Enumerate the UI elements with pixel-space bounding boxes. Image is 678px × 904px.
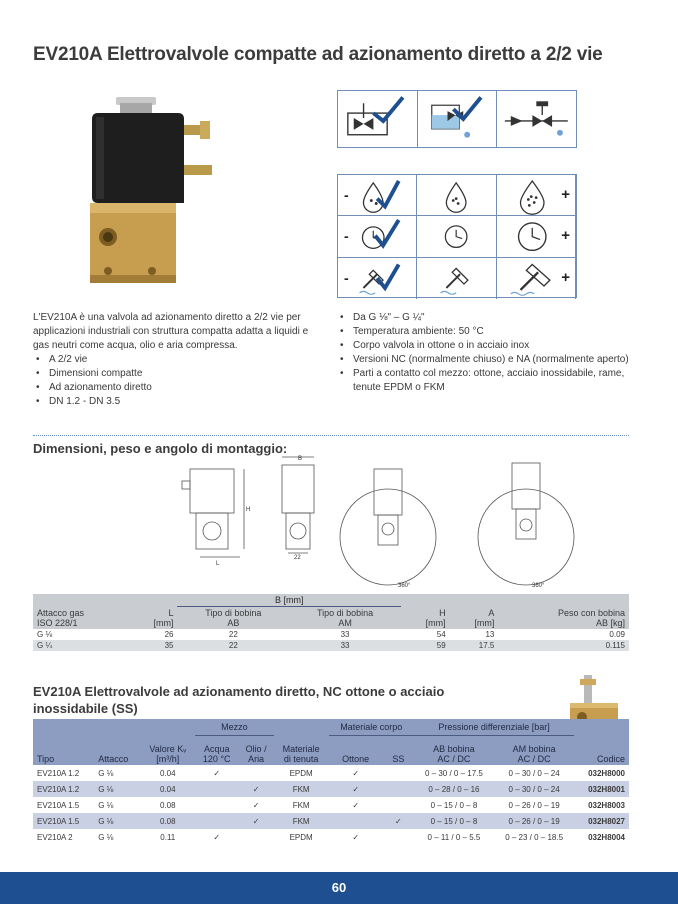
clock-check-icon — [338, 216, 416, 256]
nc-valve-symbol-cell — [338, 91, 418, 147]
description-right — [337, 311, 637, 395]
header-cell: AM bobina AC / DC — [494, 735, 574, 765]
clock-icon — [417, 216, 495, 256]
plus-sign: + — [561, 227, 570, 245]
table-row: EV210A 1.2 G ⅛ 0.04 ✓ EPDM ✓ 0 – 30 / 0 – 17.5 0 – 30 / 0 – 24 032H8000 — [37, 768, 625, 778]
grade-row-water-hammer — [338, 258, 576, 299]
header-cell: SS — [383, 735, 414, 765]
label-b: B — [298, 456, 303, 462]
minus-sign: - — [344, 269, 349, 286]
angle-label: 360° — [532, 583, 545, 589]
rotation-view-1 — [340, 469, 436, 585]
header-cell: Attacco gas ISO 228/1 — [33, 607, 129, 630]
table-row: G ⅛ 26 22 33 54 13 0.09 — [33, 629, 629, 640]
dimensions-table — [33, 594, 629, 651]
table-row: EV210A 1.5 G ⅛ 0.08 ✓ FKM ✓ 0 – 15 / 0 – 8 0 – 26 / 0 – 19 032H8003 — [37, 800, 625, 810]
list-item: • Dimensioni compatte — [33, 367, 323, 381]
list-item: • A 2/2 vie — [33, 353, 323, 367]
group-header: Mezzo — [195, 719, 274, 735]
group-header: Materiale corpo — [329, 719, 414, 735]
nc-valve-check-icon — [338, 91, 417, 147]
list-item: • Versioni NC (normalmente chiuso) e NA (normalmente aperto) — [337, 353, 637, 367]
header-cell: Attacco — [94, 735, 140, 765]
liquid-valve-check-icon — [418, 91, 497, 147]
intro-text: L'EV210A è una valvola ad azionamento diretto a 2/2 vie per applicazioni industriali con struttura compatta adatta a liquidi e gas neutri come acqua, olio e aria compressa. — [33, 312, 309, 351]
header-cell: A [mm] — [450, 607, 499, 630]
list-item: • Temperatura ambiente: 50 °C — [337, 325, 637, 339]
header-cell: AB bobina AC / DC — [414, 735, 494, 765]
hammer-check-icon — [338, 258, 416, 299]
direct-acting-valve-icon — [497, 91, 576, 147]
plus-sign: + — [561, 268, 570, 286]
grade-row-response-time — [338, 216, 576, 257]
products-table — [33, 719, 629, 845]
minus-sign: - — [344, 187, 349, 203]
header-cell: Tipo — [33, 735, 94, 765]
list-item: • Ad azionamento diretto — [33, 381, 323, 395]
feature-list-left — [33, 353, 323, 409]
header-cell: Peso con bobina AB [kg] — [498, 607, 629, 630]
list-item: • Da G ⅛" – G ¼" — [337, 311, 637, 325]
section-divider — [33, 435, 629, 436]
page-footer — [0, 872, 678, 904]
header-cell: Materiale di tenuta — [274, 735, 329, 765]
header-cell: L [mm] — [129, 607, 178, 630]
front-view-drawing — [182, 469, 244, 557]
media-valve-symbol-cell — [418, 91, 498, 147]
label-l: L — [216, 561, 220, 567]
label-h: H — [246, 507, 251, 513]
dimensions-heading: Dimensioni, peso e angolo di montaggio: — [33, 441, 288, 456]
table-row: EV210A 1.2 G ⅛ 0.04 ✓ FKM ✓ 0 – 28 / 0 – 16 0 – 30 / 0 – 24 032H8001 — [33, 781, 629, 797]
description-left — [33, 311, 323, 409]
plus-sign: + — [561, 186, 570, 203]
header-cell: Tipo di bobina AB — [177, 607, 289, 630]
page-title: EV210A Elettrovalvole compatte ad azionamento diretto a 2/2 vie — [33, 44, 603, 65]
header-cell: H [mm] — [401, 607, 450, 630]
performance-grades-panel — [337, 174, 577, 298]
dimension-drawings — [160, 453, 600, 590]
feature-list-right — [337, 311, 637, 395]
hammer-icon — [417, 258, 495, 299]
products-heading: EV210A Elettrovalvole ad azionamento diretto, NC ottone o acciaio inossidabile (SS) — [33, 684, 445, 716]
side-view-drawing — [282, 457, 314, 553]
grade-row-contamination — [338, 175, 576, 216]
list-item: • DN 1.2 - DN 3.5 — [33, 395, 323, 409]
label-22: 22 — [294, 555, 301, 561]
header-cell: Valore Kᵥ [m³/h] — [141, 735, 196, 765]
header-cell: Olio / Aria — [238, 735, 273, 765]
list-item: • Parti a contatto col mezzo: ottone, acciaio inossidabile, rame, tenute EPDM o FKM — [337, 367, 637, 395]
rotation-view-2 — [478, 463, 574, 585]
table-row: EV210A 2 G ⅛ 0.11 ✓ EPDM ✓ 0 – 11 / 0 – 5.5 0 – 23 / 0 – 18.5 032H8004 — [37, 832, 625, 842]
header-cell: Acqua 120 °C — [195, 735, 238, 765]
table-row: EV210A 1.5 G ⅛ 0.08 ✓ FKM ✓ 0 – 15 / 0 – 8 0 – 26 / 0 – 19 032H8027 — [33, 813, 629, 829]
angle-label: 360° — [398, 583, 411, 589]
minus-sign: - — [344, 228, 349, 245]
group-header: B [mm] — [177, 594, 400, 607]
header-cell: Codice — [574, 735, 629, 765]
list-item: • Corpo valvola in ottone o in acciaio inox — [337, 339, 637, 353]
direct-valve-symbol-cell — [497, 91, 576, 147]
table-row: G ¼ 35 22 33 59 17.5 0.115 — [33, 640, 629, 651]
drop-check-icon — [338, 175, 416, 215]
page-number: 60 — [331, 880, 347, 895]
valve-symbols-panel — [337, 90, 577, 148]
header-cell: Tipo di bobina AM — [289, 607, 401, 630]
group-header: Pressione differenziale [bar] — [414, 719, 574, 735]
valve-product-image — [80, 95, 230, 295]
drop-dirty-icon — [417, 175, 495, 215]
header-cell: Ottone — [329, 735, 383, 765]
